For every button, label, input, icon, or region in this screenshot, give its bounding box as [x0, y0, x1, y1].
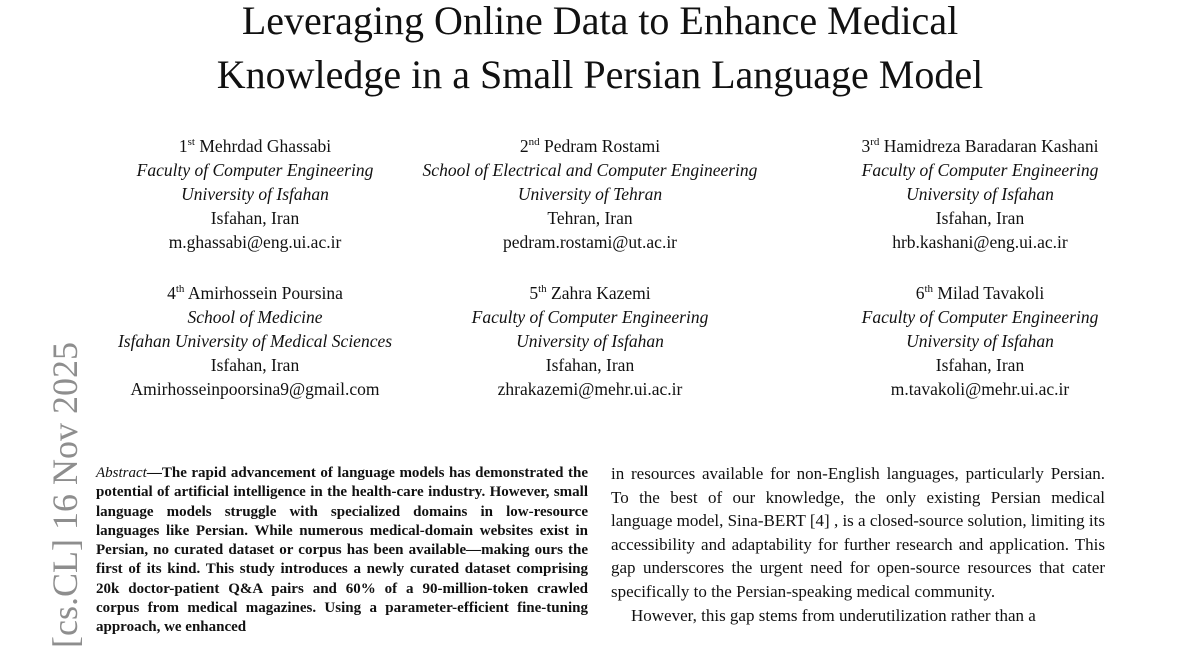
author-university: University of Isfahan	[906, 184, 1054, 204]
author-university: University of Isfahan	[181, 184, 329, 204]
author-rank-suffix: th	[538, 283, 547, 295]
author-department: School of Electrical and Computer Engineering	[422, 160, 758, 180]
author-department: Faculty of Computer Engineering	[861, 160, 1099, 180]
abstract	[96, 464, 588, 638]
author-location: Tehran, Iran	[547, 208, 633, 228]
introduction-column	[611, 462, 1105, 627]
author-name: Zahra Kazemi	[551, 283, 651, 303]
author-rank-suffix: rd	[870, 136, 880, 148]
author-name-line	[390, 281, 790, 305]
author-university: University of Isfahan	[516, 331, 664, 351]
author-rank: 6	[915, 283, 925, 303]
author-email[interactable]: zhrakazemi@mehr.ui.ac.ir	[497, 379, 683, 399]
author-university: Isfahan University of Medical Sciences	[117, 331, 393, 351]
author-location: Isfahan, Iran	[545, 355, 635, 375]
author-rank-suffix: nd	[528, 136, 540, 148]
body-paragraph: However, this gap stems from underutilization rather than a	[631, 605, 1036, 625]
abstract-label: Abstract	[96, 465, 147, 481]
author-name-line	[790, 281, 1170, 305]
author-name-line	[790, 134, 1170, 158]
author-rank: 1	[178, 136, 188, 156]
author-email[interactable]: pedram.rostami@ut.ac.ir	[502, 232, 678, 252]
author-location: Isfahan, Iran	[210, 208, 300, 228]
author-block	[790, 134, 1170, 254]
author-name: Pedram Rostami	[543, 136, 661, 156]
author-university: University of Tehran	[517, 184, 663, 204]
paper-title	[0, 0, 1200, 102]
arxiv-side-stamp: [cs.CL] 16 Nov 2025	[45, 342, 85, 648]
author-rank-suffix: th	[924, 283, 934, 295]
author-block	[790, 281, 1170, 401]
author-location: Isfahan, Iran	[935, 208, 1025, 228]
author-location: Isfahan, Iran	[210, 355, 300, 375]
author-rank: 2	[519, 136, 529, 156]
author-department: Faculty of Computer Engineering	[861, 307, 1099, 327]
author-email[interactable]: m.tavakoli@mehr.ui.ac.ir	[890, 379, 1070, 399]
author-rank: 4	[167, 283, 176, 303]
author-department: School of Medicine	[187, 307, 323, 327]
author-email[interactable]: m.ghassabi@eng.ui.ac.ir	[168, 232, 342, 252]
author-email[interactable]: hrb.kashani@eng.ui.ac.ir	[892, 232, 1068, 252]
author-rank: 3	[861, 136, 871, 156]
author-email[interactable]: Amirhosseinpoorsina9@gmail.com	[130, 379, 380, 399]
author-department: Faculty of Computer Engineering	[471, 307, 709, 327]
author-block	[390, 134, 790, 254]
author-rank-suffix: st	[187, 136, 195, 148]
title-line-2: Knowledge in a Small Persian Language Model	[216, 52, 984, 97]
author-department: Faculty of Computer Engineering	[136, 160, 374, 180]
author-name: Milad Tavakoli	[937, 283, 1045, 303]
author-name: Hamidreza Baradaran Kashani	[883, 136, 1099, 156]
abstract-body: —The rapid advancement of language models has demonstrated the potential of artificial intelligence in the health-care industry. However, small language models struggle with specialized domains in low-resource languages like Persian. While numerous medical-domain websites exist in Persian, no curated dataset or corpus has been available—making ours the first of its kind. This study introduces a newly curated dataset comprising 20k doctor-patient Q&A pairs and 60% of a 90-million-token crawled corpus from medical magazines. Using a parameter-efficient fine-tuning approach, we enhanced	[96, 465, 588, 636]
body-paragraph: in resources available for non-English languages, particularly Persian. To the best of our knowledge, the only existing Persian medical language model, Sina-BERT [4] , is a closed-source solution, limiting its accessibility and adaptability for further research and application. This gap underscores the urgent need for open-source resources that cater specifically to the Persian-speaking medical community.	[611, 464, 1105, 601]
author-location: Isfahan, Iran	[935, 355, 1025, 375]
author-name: Amirhossein Poursina	[187, 283, 343, 303]
author-rank-suffix: th	[175, 283, 185, 295]
author-university: University of Isfahan	[906, 331, 1054, 351]
author-block	[390, 281, 790, 401]
author-rank: 5	[529, 283, 539, 303]
author-name: Mehrdad Ghassabi	[199, 136, 332, 156]
author-name-line	[390, 134, 790, 158]
title-line-1: Leveraging Online Data to Enhance Medical	[241, 0, 959, 43]
